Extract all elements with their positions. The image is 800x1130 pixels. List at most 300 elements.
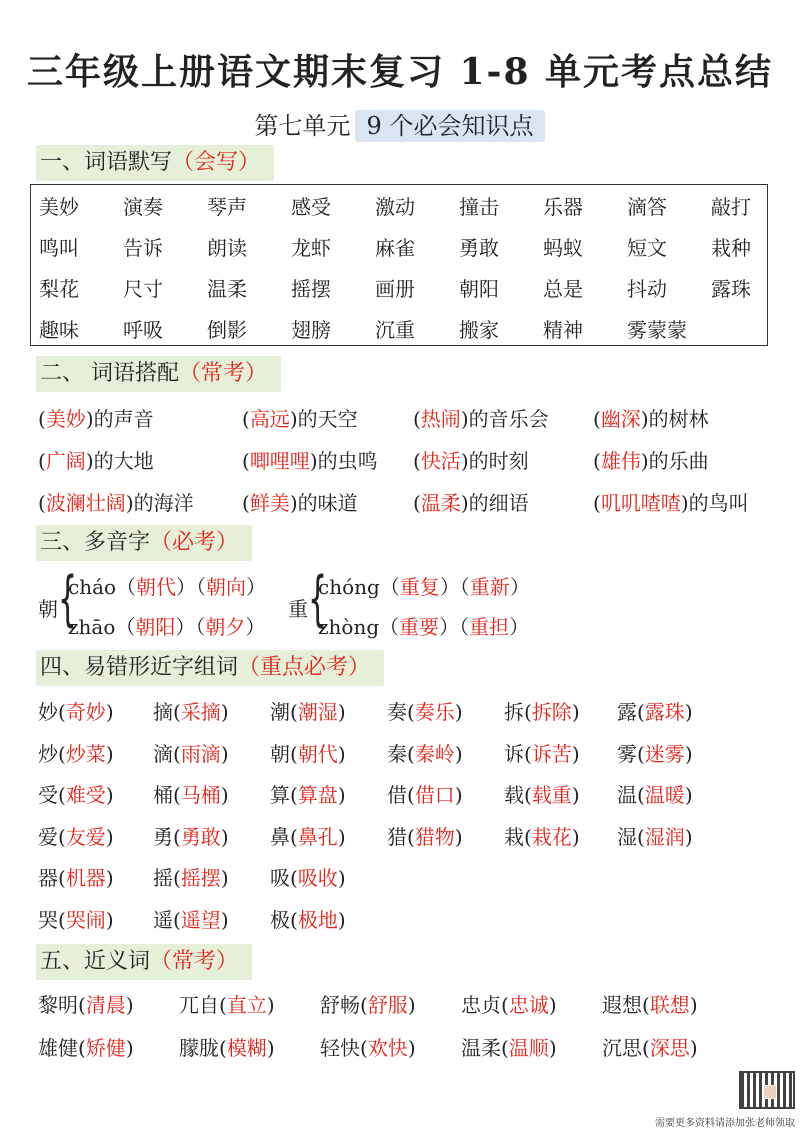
synonym-item xyxy=(461,989,602,1018)
paren-open: ( xyxy=(242,406,250,431)
vocab-word: 倒影 xyxy=(207,318,247,342)
paren: ( xyxy=(58,866,66,891)
vocab-word: 翅膀 xyxy=(291,318,331,342)
paren: ) xyxy=(407,993,416,1017)
confusable-char: 湿 xyxy=(617,824,637,849)
confusable-char: 栽 xyxy=(504,824,524,849)
paren: ) xyxy=(105,866,114,891)
paren: ( xyxy=(173,783,181,808)
confusable-item xyxy=(387,821,504,850)
confusable-word: 友爱 xyxy=(65,824,106,849)
paren: ） xyxy=(245,615,266,639)
paren: ）（ xyxy=(176,575,207,599)
paren: ( xyxy=(524,741,532,766)
synonym-word: 忠贞 xyxy=(461,993,501,1017)
confusable-char: 摇 xyxy=(153,866,173,891)
confusable-word: 载重 xyxy=(531,783,572,808)
confusable-char: 遥 xyxy=(153,907,173,932)
confusable-word: 迷雾 xyxy=(644,741,685,766)
paren: ( xyxy=(407,824,415,849)
confusable-item xyxy=(617,738,737,767)
confusable-char: 器 xyxy=(38,866,58,891)
confusable-item xyxy=(504,821,617,850)
vocab-word: 龙虾 xyxy=(291,236,331,260)
paren: ) xyxy=(337,741,346,766)
vocab-word: 撞击 xyxy=(459,195,499,219)
confusable-char: 借 xyxy=(387,783,407,808)
confusable-char: 勇 xyxy=(153,824,173,849)
paren: ( xyxy=(58,824,66,849)
polyphone-word: 重要 xyxy=(399,615,440,639)
paren: ( xyxy=(173,824,181,849)
paren: ( xyxy=(637,700,645,725)
confusable-item xyxy=(153,696,270,725)
paren-open: ( xyxy=(413,490,421,515)
confusable-char: 载 xyxy=(504,783,524,808)
collocation-answer: 美妙 xyxy=(45,406,86,431)
page-subtitle xyxy=(0,106,800,141)
paren: ) xyxy=(220,824,229,849)
paren: ) xyxy=(337,907,346,932)
collocation-answer: 雄伟 xyxy=(600,448,641,473)
confusable-item xyxy=(153,821,270,850)
confusable-item xyxy=(387,738,504,767)
polyphone-word: 朝代 xyxy=(136,575,177,599)
paren: ( xyxy=(637,741,645,766)
confusable-item xyxy=(387,779,504,808)
synonym-item xyxy=(461,1032,602,1061)
paren: ) xyxy=(571,741,580,766)
paren: ) xyxy=(407,1036,416,1060)
paren: ( xyxy=(642,1036,650,1060)
collocation-noun: )的树林 xyxy=(640,406,709,431)
confusable-item xyxy=(504,696,617,725)
paren: ( xyxy=(290,824,298,849)
collocation-item xyxy=(38,403,242,432)
synonym-item xyxy=(179,1032,320,1061)
paren: ( xyxy=(501,1036,509,1060)
confusable-word: 湿润 xyxy=(644,824,685,849)
collocation-item xyxy=(242,487,413,516)
confusable-item xyxy=(38,862,153,891)
confusable-word: 朝代 xyxy=(297,741,338,766)
section-heading-3: 三、多音字（必考） xyxy=(36,525,252,561)
collocation-answer: 鲜美 xyxy=(249,490,290,515)
vocab-word: 朝阳 xyxy=(459,277,499,301)
polyphone-word: 朝向 xyxy=(206,575,247,599)
confusable-item xyxy=(617,821,737,850)
confusable-word: 栽花 xyxy=(531,824,572,849)
polyphone-char: 朝 xyxy=(38,597,58,621)
paren: ( xyxy=(290,783,298,808)
paren: ) xyxy=(105,907,114,932)
synonym-item xyxy=(179,989,320,1018)
collocation-item xyxy=(413,487,593,516)
confusable-char: 秦 xyxy=(387,741,407,766)
confusable-word: 算盘 xyxy=(297,783,338,808)
paren: ( xyxy=(290,907,298,932)
synonym-answer: 模糊 xyxy=(226,1036,267,1060)
collocation-item xyxy=(38,487,242,516)
synonym-word: 黎明 xyxy=(38,993,78,1017)
confusable-char: 奏 xyxy=(387,700,407,725)
paren: ( xyxy=(78,993,86,1017)
paren: ( xyxy=(290,866,298,891)
polyphone-word: 重复 xyxy=(399,575,440,599)
pinyin: cháo xyxy=(68,575,117,599)
polyphone-reading xyxy=(68,611,265,640)
paren-open: ( xyxy=(413,406,421,431)
paren: ) xyxy=(684,700,693,725)
polyphone-word: 重新 xyxy=(469,575,510,599)
paren: ( xyxy=(637,824,645,849)
paren: ( xyxy=(407,741,415,766)
synonym-item xyxy=(320,989,461,1018)
vocab-word: 尺寸 xyxy=(123,277,163,301)
confusable-word: 潮湿 xyxy=(297,700,338,725)
paren: ( xyxy=(173,741,181,766)
collocation-noun: )的时刻 xyxy=(460,448,529,473)
confusable-word: 遥望 xyxy=(180,907,221,932)
paren: ) xyxy=(548,1036,557,1060)
vocab-word: 抖动 xyxy=(627,277,667,301)
pinyin: zhāo xyxy=(68,615,116,639)
vocab-word: 温柔 xyxy=(207,277,247,301)
paren: ）（ xyxy=(439,575,470,599)
polyphone-reading xyxy=(318,571,530,600)
confusable-word: 马桶 xyxy=(180,783,221,808)
paren: ) xyxy=(105,783,114,808)
paren: ( xyxy=(524,783,532,808)
vocab-word: 蚂蚁 xyxy=(543,236,583,260)
paren: ） xyxy=(509,575,530,599)
confusable-char: 雾 xyxy=(617,741,637,766)
confusable-grid xyxy=(38,690,737,939)
vocab-word: 梨花 xyxy=(39,277,79,301)
paren: ( xyxy=(290,700,298,725)
synonym-answer: 直立 xyxy=(226,993,267,1017)
collocation-answer: 热闹 xyxy=(420,406,461,431)
paren: ) xyxy=(454,824,463,849)
confusable-char: 桶 xyxy=(153,783,173,808)
paren: ） xyxy=(246,575,267,599)
vocab-word: 呼吸 xyxy=(123,318,163,342)
paren: ( xyxy=(58,907,66,932)
vocab-word: 精神 xyxy=(543,318,583,342)
paren: ( xyxy=(642,993,650,1017)
confusable-word: 温暖 xyxy=(644,783,685,808)
paren: ) xyxy=(337,824,346,849)
paren: （ xyxy=(115,615,136,639)
paren-open: ( xyxy=(38,406,46,431)
synonym-item xyxy=(602,989,743,1018)
paren: ） xyxy=(509,615,530,639)
vocab-word: 沉重 xyxy=(375,318,415,342)
vocab-box xyxy=(30,184,768,346)
paren: ( xyxy=(78,1036,86,1060)
vocab-word: 总是 xyxy=(543,277,583,301)
confusable-char: 受 xyxy=(38,783,58,808)
synonym-answer: 欢快 xyxy=(367,1036,408,1060)
collocation-answer: 波澜壮阔 xyxy=(45,490,126,515)
confusable-char: 炒 xyxy=(38,741,58,766)
paren: ( xyxy=(524,700,532,725)
paren: ) xyxy=(337,783,346,808)
vocab-word: 画册 xyxy=(375,277,415,301)
paren: （ xyxy=(379,615,400,639)
vocab-word: 露珠 xyxy=(711,277,751,301)
vocab-word: 乐器 xyxy=(543,195,583,219)
paren: ( xyxy=(58,783,66,808)
paren-open: ( xyxy=(593,448,601,473)
collocation-item xyxy=(593,445,783,474)
synonym-item xyxy=(602,1032,743,1061)
footer-note: 需要更多资料请添加张老师领取 xyxy=(655,1118,795,1129)
confusable-word: 鼻孔 xyxy=(297,824,338,849)
polyphone-reading xyxy=(68,571,266,600)
confusable-item xyxy=(153,904,270,933)
confusable-char: 算 xyxy=(270,783,290,808)
paren: ( xyxy=(219,1036,227,1060)
collocation-item xyxy=(38,445,242,474)
confusable-item xyxy=(387,696,504,725)
paren: ) xyxy=(125,1036,134,1060)
collocation-noun: )的天空 xyxy=(289,406,358,431)
paren-open: ( xyxy=(593,406,601,431)
confusable-item xyxy=(270,696,387,725)
paren: ) xyxy=(266,993,275,1017)
confusable-word: 猎物 xyxy=(414,824,455,849)
synonym-answer: 矫健 xyxy=(85,1036,126,1060)
vocab-word: 演奏 xyxy=(123,195,163,219)
paren: ) xyxy=(548,993,557,1017)
confusable-item xyxy=(270,862,387,891)
paren: ) xyxy=(571,824,580,849)
paren: ( xyxy=(637,783,645,808)
synonym-answer: 温顺 xyxy=(508,1036,549,1060)
confusable-word: 勇敢 xyxy=(180,824,221,849)
confusable-word: 秦岭 xyxy=(414,741,455,766)
avatar xyxy=(763,1085,777,1099)
confusable-item xyxy=(153,738,270,767)
paren: ( xyxy=(290,741,298,766)
vocab-word: 鸣叫 xyxy=(39,236,79,260)
paren-open: ( xyxy=(593,490,601,515)
collocation-item xyxy=(593,403,783,432)
pinyin: zhòng xyxy=(318,615,380,639)
confusable-item xyxy=(270,738,387,767)
collocation-item xyxy=(593,487,783,516)
collocation-noun: )的虫鸣 xyxy=(309,448,378,473)
paren: ) xyxy=(571,700,580,725)
confusable-word: 极地 xyxy=(297,907,338,932)
confusable-word: 拆除 xyxy=(531,700,572,725)
collocation-item xyxy=(242,445,413,474)
collocation-answer: 唧哩哩 xyxy=(249,448,310,473)
paren: ) xyxy=(454,741,463,766)
vocab-word: 摇摆 xyxy=(291,277,331,301)
paren: ）（ xyxy=(175,615,206,639)
vocab-word: 琴声 xyxy=(207,195,247,219)
collocation-noun: )的海洋 xyxy=(125,490,194,515)
confusable-char: 妙 xyxy=(38,700,58,725)
paren: ) xyxy=(689,993,698,1017)
paren: ) xyxy=(454,783,463,808)
brace-icon: { xyxy=(308,564,328,634)
paren: ) xyxy=(105,824,114,849)
confusable-word: 吸收 xyxy=(297,866,338,891)
collocation-item xyxy=(242,403,413,432)
synonym-answer: 舒服 xyxy=(367,993,408,1017)
confusable-item xyxy=(153,862,270,891)
collocation-noun: )的细语 xyxy=(460,490,529,515)
synonym-word: 舒畅 xyxy=(320,993,360,1017)
confusable-word: 奏乐 xyxy=(414,700,455,725)
vocab-word: 美妙 xyxy=(39,195,79,219)
paren-open: ( xyxy=(242,448,250,473)
confusable-char: 温 xyxy=(617,783,637,808)
confusable-word: 哭闹 xyxy=(65,907,106,932)
confusable-char: 露 xyxy=(617,700,637,725)
paren-open: ( xyxy=(38,448,46,473)
confusable-char: 吸 xyxy=(270,866,290,891)
confusable-item xyxy=(38,779,153,808)
confusable-item xyxy=(504,779,617,808)
polyphone-char: 重 xyxy=(288,597,308,621)
confusable-char: 朝 xyxy=(270,741,290,766)
collocation-item xyxy=(413,445,593,474)
polyphone-reading xyxy=(318,611,529,640)
paren: ) xyxy=(266,1036,275,1060)
vocab-word: 麻雀 xyxy=(375,236,415,260)
confusable-word: 露珠 xyxy=(644,700,685,725)
paren: ) xyxy=(105,700,114,725)
vocab-word: 感受 xyxy=(291,195,331,219)
paren: （ xyxy=(116,575,137,599)
confusable-char: 诉 xyxy=(504,741,524,766)
paren: ( xyxy=(58,700,66,725)
confusable-item xyxy=(38,696,153,725)
collocation-noun: )的声音 xyxy=(85,406,154,431)
pair-grid xyxy=(38,396,783,522)
subtitle-highlight: 9 个必会知识点 xyxy=(355,110,546,142)
qr-code-icon xyxy=(739,1071,795,1109)
paren: ( xyxy=(58,741,66,766)
confusable-item xyxy=(153,779,270,808)
paren: ( xyxy=(501,993,509,1017)
confusable-item xyxy=(38,904,153,933)
synonym-word: 沉思 xyxy=(602,1036,642,1060)
page-title: 三年级上册语文期末复习 1-8 单元考点总结 xyxy=(26,51,774,93)
pinyin: chóng xyxy=(318,575,380,599)
paren: ) xyxy=(220,866,229,891)
paren: ) xyxy=(337,700,346,725)
brace-icon: { xyxy=(58,564,78,634)
paren: ) xyxy=(684,824,693,849)
paren: ( xyxy=(407,700,415,725)
collocation-answer: 幽深 xyxy=(600,406,641,431)
vocab-word: 勇敢 xyxy=(459,236,499,260)
paren: ) xyxy=(125,993,134,1017)
polyphone-word: 朝夕 xyxy=(205,615,246,639)
vocab-word: 栽种 xyxy=(711,236,751,260)
paren: ) xyxy=(105,741,114,766)
vocab-word: 朗读 xyxy=(207,236,247,260)
collocation-answer: 温柔 xyxy=(420,490,461,515)
synonym-item xyxy=(38,1032,179,1061)
vocab-word: 短文 xyxy=(627,236,667,260)
synonym-word: 兀自 xyxy=(179,993,219,1017)
paren: ) xyxy=(684,783,693,808)
paren-open: ( xyxy=(242,490,250,515)
confusable-word: 难受 xyxy=(65,783,106,808)
vocab-grid xyxy=(39,185,767,349)
vocab-word: 滴答 xyxy=(627,195,667,219)
polyphone-word: 朝阳 xyxy=(135,615,176,639)
confusable-word: 机器 xyxy=(65,866,106,891)
synonym-answer: 忠诚 xyxy=(508,993,549,1017)
synonym-word: 遐想 xyxy=(602,993,642,1017)
paren: ( xyxy=(360,993,368,1017)
paren: ) xyxy=(689,1036,698,1060)
vocab-word: 告诉 xyxy=(123,236,163,260)
collocation-noun: )的味道 xyxy=(289,490,358,515)
collocation-answer: 广阔 xyxy=(45,448,86,473)
section-heading-2: 二、 词语搭配（常考） xyxy=(36,356,281,392)
confusable-char: 哭 xyxy=(38,907,58,932)
confusable-item xyxy=(504,738,617,767)
paren: ）（ xyxy=(439,615,470,639)
paren: ( xyxy=(173,907,181,932)
collocation-noun: )的大地 xyxy=(85,448,154,473)
paren: ) xyxy=(571,783,580,808)
paren: ) xyxy=(220,700,229,725)
synonym-item xyxy=(38,989,179,1018)
confusable-char: 拆 xyxy=(504,700,524,725)
collocation-answer: 高远 xyxy=(249,406,290,431)
collocation-noun: )的音乐会 xyxy=(460,406,549,431)
confusable-char: 猎 xyxy=(387,824,407,849)
paren-open: ( xyxy=(38,490,46,515)
section-heading-4: 四、易错形近字组词（重点必考） xyxy=(36,650,384,686)
confusable-char: 滴 xyxy=(153,741,173,766)
synonym-item xyxy=(320,1032,461,1061)
confusable-char: 潮 xyxy=(270,700,290,725)
synonym-answer: 联想 xyxy=(649,993,690,1017)
paren: ) xyxy=(337,866,346,891)
paren: ) xyxy=(220,741,229,766)
confusable-word: 采摘 xyxy=(180,700,221,725)
paren: ) xyxy=(454,700,463,725)
collocation-noun: )的鸟叫 xyxy=(680,490,749,515)
confusable-char: 极 xyxy=(270,907,290,932)
synonym-answer: 清晨 xyxy=(85,993,126,1017)
polyphone-word: 重担 xyxy=(469,615,510,639)
confusable-word: 诉苦 xyxy=(531,741,572,766)
paren: ( xyxy=(219,993,227,1017)
confusable-word: 借口 xyxy=(414,783,455,808)
confusable-item xyxy=(38,821,153,850)
paren: ( xyxy=(173,700,181,725)
confusable-word: 奇妙 xyxy=(65,700,106,725)
paren: ( xyxy=(407,783,415,808)
synonym-word: 温柔 xyxy=(461,1036,501,1060)
confusable-item xyxy=(270,779,387,808)
confusable-item xyxy=(617,696,737,725)
confusable-word: 摇摆 xyxy=(180,866,221,891)
confusable-char: 摘 xyxy=(153,700,173,725)
collocation-answer: 叽叽喳喳 xyxy=(600,490,681,515)
